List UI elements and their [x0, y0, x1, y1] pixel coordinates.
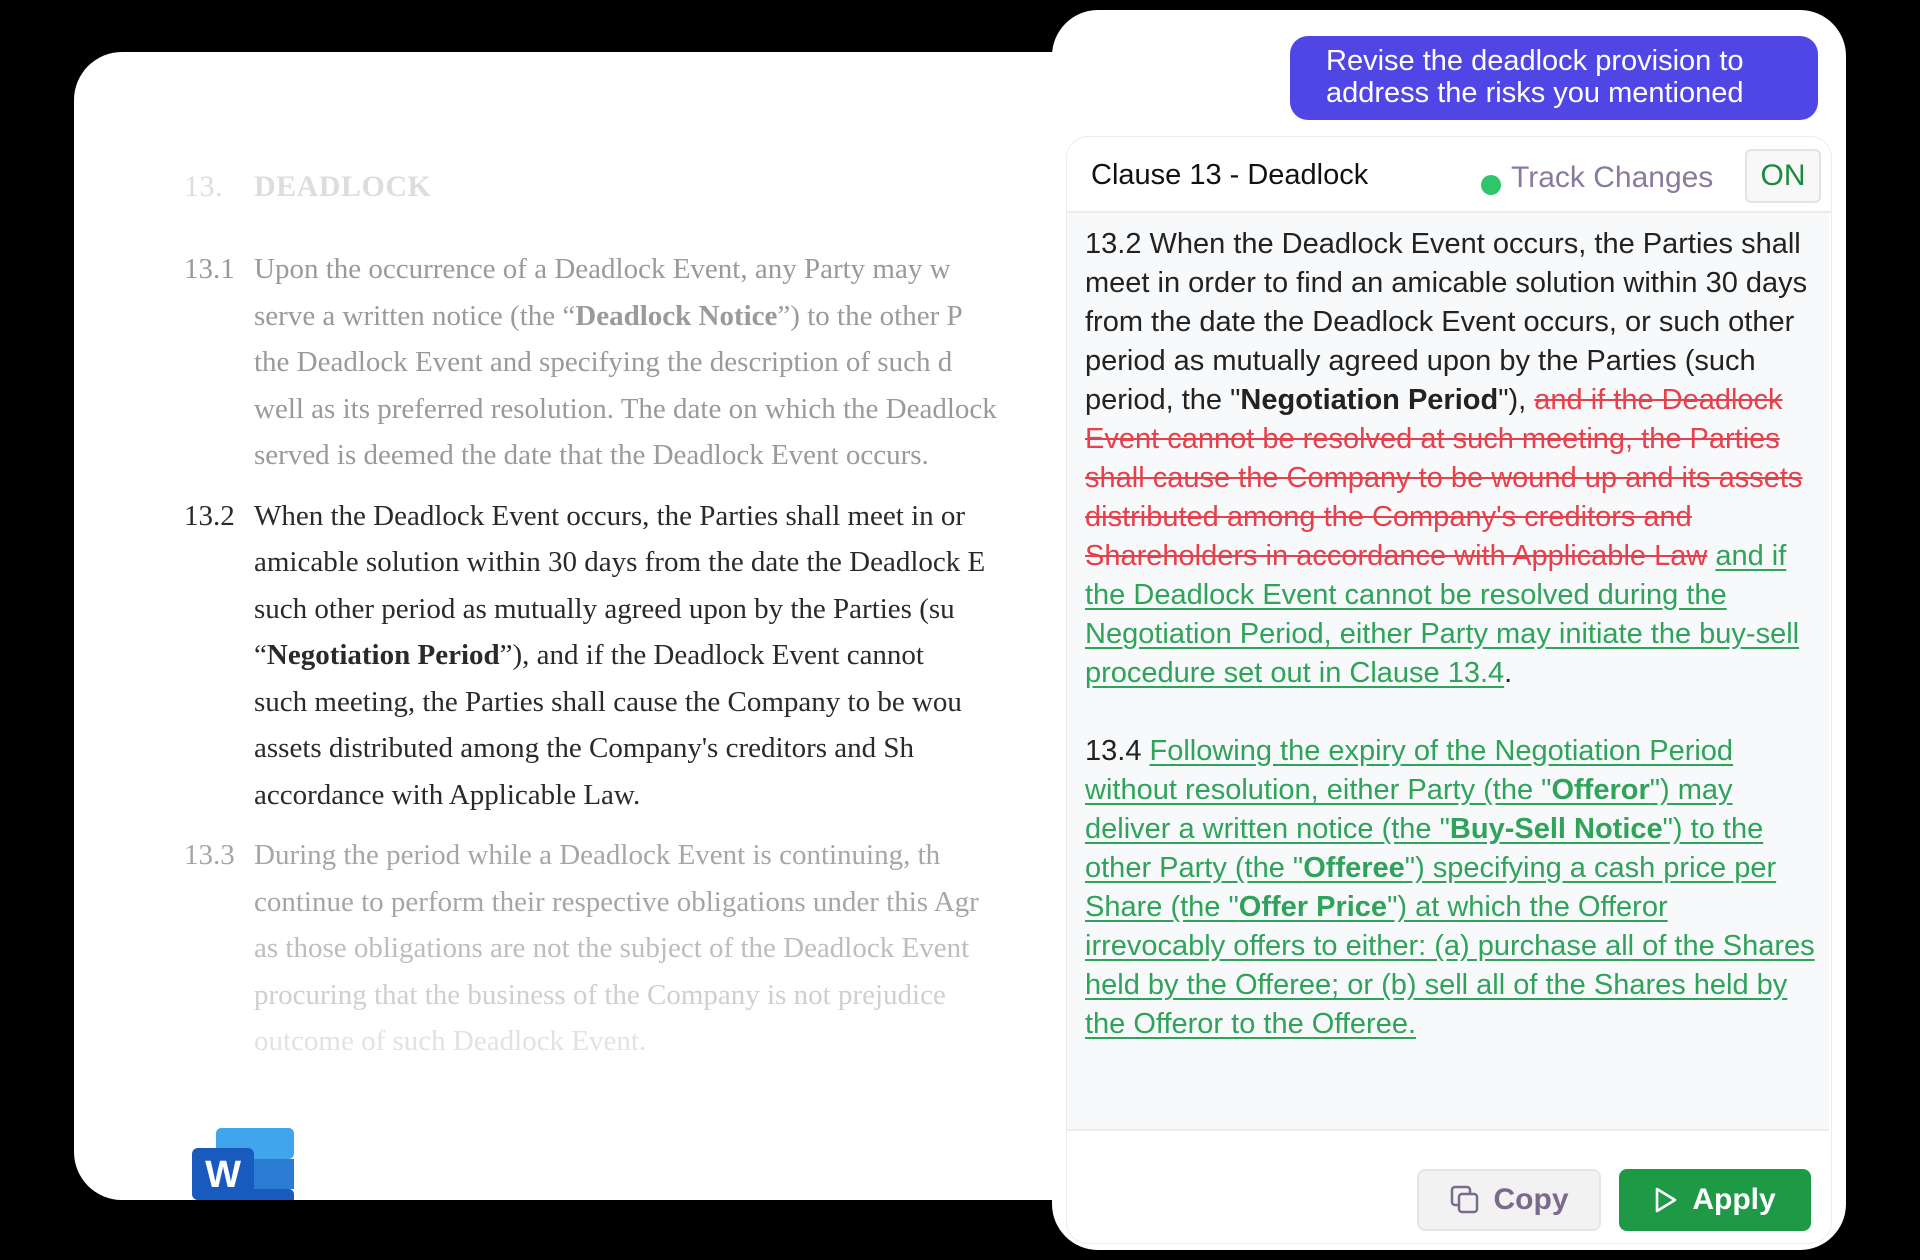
clause-text: [254, 246, 1184, 479]
copy-label: Copy: [1493, 1183, 1569, 1216]
text-line: serve a written notice (the “Deadlock Notice”) to the other P: [254, 299, 963, 332]
text-line: assets distributed among the Company's creditors and Sh: [254, 732, 915, 764]
track-changes-label: Track Changes: [1511, 161, 1714, 194]
section-heading: [184, 170, 1184, 204]
text-line: such other period as mutually agreed upon by the Parties (su: [254, 592, 955, 625]
text-line: procuring that the business of the Company is not prejudice: [254, 978, 946, 1011]
clause-number: 13.1: [184, 253, 235, 285]
clause-number: 13.2: [184, 499, 235, 532]
text-line: Upon the occurrence of a Deadlock Event, any Party may w: [254, 253, 951, 285]
apply-button[interactable]: [1619, 1169, 1811, 1231]
redline-paragraph-13-2: 13.2 When the Deadlock Event occurs, the Parties shall meet in order to find an amicable solution within 30 days from the date the Deadlock Event occurs, or such other period as mutually agreed upon by the Parties (such period, the "Negotiation Period"), and if the Deadlock Event cannot be resolved at such meeting, the Parties shall cause the Company to be wound up and its assets distributed among the Company's creditors and Shareholders in accordance with Applicable Law and if the Deadlock Event cannot be resolved during the Negotiation Period, either Party may initiate the buy-sell procedure set out in Clause 13.4.: [1085, 228, 1808, 689]
clause-number: 13.3: [184, 839, 235, 871]
clause-13-3: [184, 832, 1184, 1065]
suggestion-card: [1066, 136, 1832, 1244]
play-icon: [1654, 1187, 1678, 1213]
clause-title: Clause 13 - Deadlock: [1091, 159, 1369, 191]
word-icon: [192, 1128, 294, 1200]
defined-term: Negotiation Period: [266, 639, 500, 671]
section-number: 13.: [184, 170, 223, 203]
deleted-text: and if the Deadlock Event cannot be resolved at such meeting, the Parties shall cause the Company to be wound up and its assets distributed among the Company's creditors and Shareholders in accordance with Applicable Law: [1085, 384, 1803, 572]
user-message: [1290, 36, 1818, 120]
text-line: continue to perform their respective obligations under this Agr: [254, 885, 979, 918]
text-line: served is deemed the date that the Deadlock Event occurs.: [254, 439, 929, 471]
text-line: When the Deadlock Event occurs, the Parties shall meet in or: [254, 499, 966, 532]
inserted-text: and if the Deadlock Event cannot be resolved during the Negotiation Period, either Party may initiate the buy-sell procedure set out in Clause 13.4: [1085, 540, 1800, 689]
redline-paragraph-13-4: 13.4 Following the expiry of the Negotiation Period without resolution, either Party (the "Offeror") may deliver a written notice (the "Buy-Sell Notice") to the other Party (the "Offeree") specifying a cash price per Share (the "Offer Price") at which the Offeror irrevocably offers to either: (a) purchase all of the Shares held by the Offeree; or (b) sell all of the Shares held by the Offeror to the Offeree.: [1085, 735, 1815, 1040]
document-card: [74, 52, 1184, 1200]
card-header: [1067, 137, 1831, 213]
text-line: “Negotiation Period”), and if the Deadlock Event cannot: [254, 639, 924, 671]
text-line: accordance with Applicable Law.: [254, 778, 641, 811]
defined-term: Deadlock Notice: [575, 299, 778, 332]
status-dot-icon: [1481, 175, 1501, 195]
clause-13-2: [184, 493, 1184, 819]
track-changes-toggle[interactable]: ON: [1745, 149, 1821, 203]
clause-text: [254, 493, 1184, 819]
copy-icon: [1450, 1185, 1480, 1215]
message-line: Revise the deadlock provision to: [1326, 45, 1744, 77]
text-line: During the period while a Deadlock Event is continuing, th: [254, 839, 941, 871]
text-line: such meeting, the Parties shall cause the Company to be wou: [254, 685, 962, 718]
text-line: as those obligations are not the subject of the Deadlock Event: [254, 932, 970, 964]
redline-body: [1067, 213, 1829, 1131]
text-line: well as its preferred resolution. The date on which the Deadlock: [254, 392, 997, 425]
text-line: amicable solution within 30 days from the date the Deadlock E: [254, 546, 986, 578]
inserted-text: Following the expiry of the Negotiation Period without resolution, either Party (the "Offeror") may deliver a written notice (the "Buy-Sell Notice") to the other Party (the "Offeree") specifying a cash price per Share (the "Offer Price") at which the Offeror irrevocably offers to either: (a) purchase all of the Shares held by the Offeree; or (b) sell all of the Shares held by the Offeror to the Offeree.: [1085, 735, 1815, 1040]
redline-text: [1085, 225, 1815, 1044]
clause-13-1: [184, 246, 1184, 479]
message-line: address the risks you mentioned: [1326, 77, 1744, 109]
assistant-panel: [1052, 10, 1846, 1250]
section-title: DEADLOCK: [254, 170, 432, 203]
document-body: [184, 170, 1184, 1079]
text-line: the Deadlock Event and specifying the description of such d: [254, 346, 953, 378]
copy-button[interactable]: [1417, 1169, 1601, 1231]
apply-label: Apply: [1692, 1183, 1776, 1216]
defined-term: Negotiation Period: [1240, 384, 1499, 416]
text-line: outcome of such Deadlock Event.: [254, 1025, 647, 1057]
clause-text: [254, 832, 1184, 1065]
word-icon-letter: W: [205, 1154, 241, 1196]
